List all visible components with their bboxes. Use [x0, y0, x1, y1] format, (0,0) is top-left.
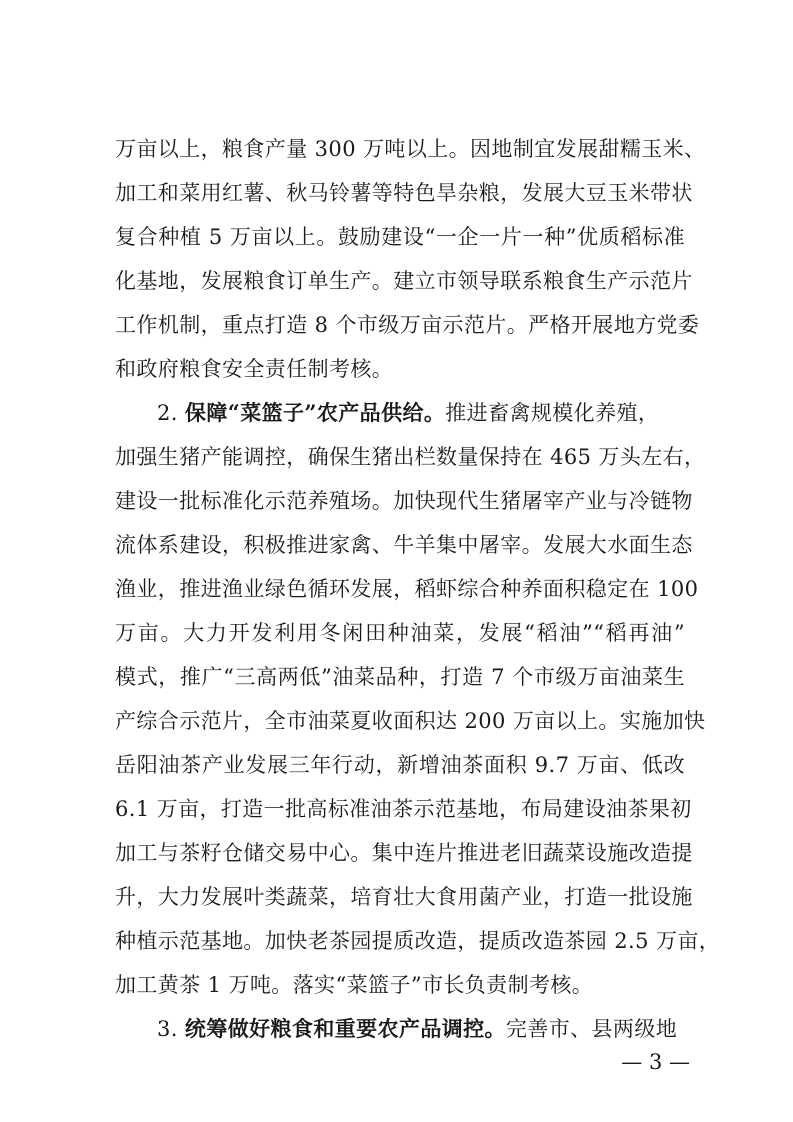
text-line: 化基地，发展粮食订单生产。建立市领导联系粮食生产示范片 [115, 269, 693, 293]
text-line: 工作机制，重点打造 8 个市级万亩示范片。严格开展地方党委 [115, 313, 700, 337]
text-line: 复合种植 5 万亩以上。鼓励建设“一企一片一种”优质稻标准 [115, 225, 685, 249]
page-number: — 3 — [621, 1050, 690, 1074]
text-line: 万亩以上，粮食产量 300 万吨以上。因地制宜发展甜糯玉米、 [115, 137, 706, 161]
text-line: 建设一批标准化示范养殖场。加快现代生猪屠宰产业与冷链物 [115, 489, 693, 513]
section-3-number: 3. [157, 1017, 178, 1041]
text-line: 万亩。大力开发利用冬闲田种油菜，发展“稻油”“稻再油” [115, 621, 685, 645]
text-line: 升，大力发展叶类蔬菜，培育壮大食用菌产业，打造一批设施 [115, 885, 693, 909]
text-line: 流体系建设，积极推进家禽、牛羊集中屠宰。发展大水面生态 [115, 533, 693, 557]
text-line: 和政府粮食安全责任制考核。 [115, 357, 394, 381]
text-line: 渔业，推进渔业绿色循环发展，稻虾综合种养面积稳定在 100 [115, 577, 699, 601]
text-line: 加工与茶籽仓储交易中心。集中连片推进老旧蔬菜设施改造提 [115, 841, 693, 865]
section-2-number: 2. [157, 401, 178, 425]
section-2-heading: 保障“菜篮子”农产品供给。 [184, 400, 446, 425]
section-3-heading: 统筹做好粮食和重要农产品调控。 [184, 1016, 506, 1041]
section-2-first-line [157, 391, 685, 435]
section-3-first-line-rest: 完善市、县两级地 [505, 1017, 678, 1041]
section-2-first-line-rest: 推进畜禽规模化养殖， [445, 401, 660, 425]
text-line: 加工和菜用红薯、秋马铃薯等特色旱杂粮，发展大豆玉米带状 [115, 181, 693, 205]
text-line: 加强生猪产能调控，确保生猪出栏数量保持在 465 万头左右， [115, 445, 706, 469]
text-line: 种植示范基地。加快老茶园提质改造，提质改造茶园 2.5 万亩， [115, 929, 721, 953]
text-line: 加工黄茶 1 万吨。落实“菜篮子”市长负责制考核。 [115, 973, 594, 997]
text-line: 模式，推广“三高两低”油菜品种，打造 7 个市级万亩油菜生 [115, 665, 685, 689]
text-line: 6.1 万亩，打造一批高标准油茶示范基地，布局建设油茶果初 [115, 797, 692, 821]
text-line: 岳阳油茶产业发展三年行动，新增油茶面积 9.7 万亩、低改 [115, 753, 685, 777]
text-line: 产综合示范片，全市油菜夏收面积达 200 万亩以上。实施加快 [115, 709, 706, 733]
